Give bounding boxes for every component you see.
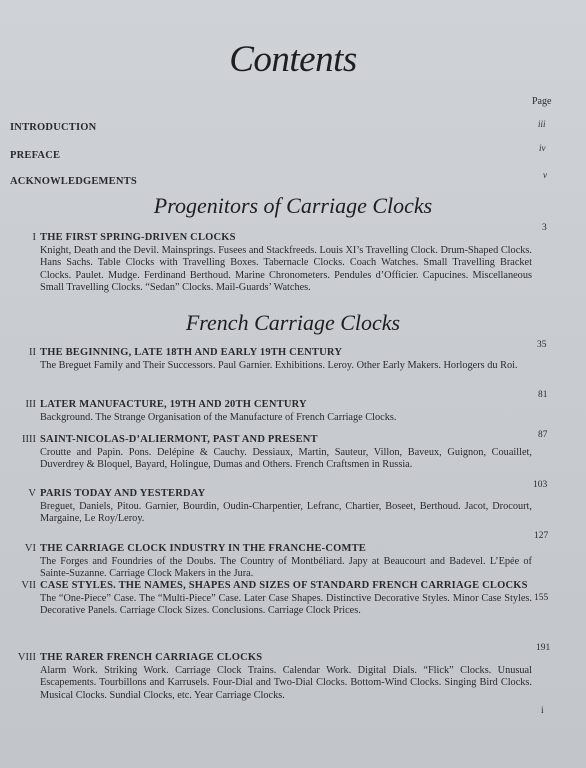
front-matter-page: iii (538, 119, 546, 129)
chapter-title: THE FIRST SPRING-DRIVEN CLOCKS (40, 232, 236, 243)
chapter-entry (4, 488, 532, 526)
chapter-title: THE CARRIAGE CLOCK INDUSTRY IN THE FRANCHE-COMTE (40, 543, 367, 554)
chapter-number: VI (24, 543, 36, 554)
chapter-number: V (28, 488, 36, 499)
chapter-description: The Breguet Family and Their Successors. Paul Garnier. Exhibitions. Leroy. Other Early Makers. Horlogers du Roi. (40, 359, 518, 371)
section-heading-progenitors: Progenitors of Carriage Clocks (153, 193, 433, 218)
chapter-number: VIII (17, 652, 36, 663)
chapter-title: LATER MANUFACTURE, 19TH AND 20TH CENTURY (40, 399, 307, 410)
front-matter-page: iv (539, 143, 546, 153)
chapter-number: I (32, 232, 36, 243)
chapter-number: IIII (22, 434, 36, 445)
chapter-title: THE RARER FRENCH CARRIAGE CLOCKS (40, 652, 263, 663)
chapter-page-number: 35 (537, 340, 547, 350)
front-matter-preface: PREFACE (10, 150, 61, 161)
page-title: Contents (229, 39, 357, 80)
chapter-number: III (25, 399, 36, 410)
chapter-page-number: 155 (534, 593, 549, 603)
chapter-page-number: 87 (538, 430, 548, 440)
chapter-entry (4, 652, 532, 702)
chapter-title: SAINT-NICOLAS-D’ALIERMONT, PAST AND PRESENT (40, 434, 318, 445)
chapter-description: Alarm Work. Striking Work. Carriage Clock Trains. Calendar Work. Digital Dials. “Flick” Clocks. Unusual Escapements. Tourbillons and Karrusels. Four-Dial and Two-Dial Clocks. Bottom-Wind Clocks. Singing Bird Clocks. Musical Clocks. Sundial Clocks, etc. Year Carriage Clocks. (40, 664, 532, 701)
chapter-description: The Forges and Foundries of the Doubs. The Country of Montbéliard. Japy at Beaucourt and Badevel. L’Epée of Sainte-Suzanne. Carriage Clock Makers in the Jura. (40, 555, 532, 580)
chapter-page-number: 127 (534, 531, 549, 541)
chapter-title: THE BEGINNING, LATE 18TH AND EARLY 19TH CENTURY (40, 347, 343, 358)
chapter-entry (4, 580, 532, 618)
chapter-entry (4, 434, 532, 472)
chapter-description: Croutte and Papin. Pons. Delépine & Cauchy. Dessiaux, Martin, Sauteur, Villon, Baveux, Guignon, Couaillet, Duverdrey & Bloquel, Bayard, Holingue, Dumas and Others. French Craftsmen in Russia. (40, 446, 532, 471)
chapter-number: II (29, 347, 36, 358)
chapter-page-number: 191 (536, 643, 551, 653)
chapter-entry (4, 232, 532, 295)
chapter-title: PARIS TODAY AND YESTERDAY (40, 488, 206, 499)
chapter-page-number: 103 (533, 480, 548, 490)
chapter-description: The “One-Piece” Case. The “Multi-Piece” Case. Later Case Shapes. Distinctive Decorative Styles. Minor Case Styles. Decorative Panels. Carriage Clock Sizes. Conclusions. Carriage Clock Prices. (40, 592, 532, 617)
chapter-title: CASE STYLES. THE NAMES, SHAPES AND SIZES OF STANDARD FRENCH CARRIAGE CLOCKS (40, 580, 528, 591)
chapter-entry (4, 347, 532, 372)
chapter-description: Knight, Death and the Devil. Mainsprings. Fusees and Stackfreeds. Louis XI’s Travelling Clock. Drum-Shaped Clocks. Hans Sachs. Table Clocks with Travelling Boxes. Tabernacle Clocks. Coach Watches. Small Travelling Bracket Clocks. Paulet. Mudge. Ferdinand Berthoud. Marine Chronometers. Pendules d’Officier. Capucines. Miscellaneous Small Travelling Clocks. “Sedan” Clocks. Mail-Guards’ Watches. (40, 244, 532, 294)
footer-page-number: i (541, 706, 544, 716)
chapter-description: Background. The Strange Organisation of the Manufacture of French Carriage Clocks. (40, 411, 397, 423)
chapter-entry (4, 399, 532, 424)
section-heading-french: French Carriage Clocks (185, 310, 401, 335)
chapter-page-number: 3 (542, 223, 547, 233)
chapter-number: VII (21, 580, 36, 591)
chapter-page-number: 81 (538, 390, 548, 400)
page-column-label: Page (532, 96, 552, 107)
front-matter-introduction: INTRODUCTION (10, 122, 97, 133)
front-matter-acknowledgements: ACKNOWLEDGEMENTS (10, 176, 137, 187)
chapter-entry (4, 543, 532, 581)
front-matter-page: v (543, 170, 547, 180)
chapter-description: Breguet, Daniels, Pitou. Garnier, Bourdin, Oudin-Charpentier, Lefranc, Chartier, Boseet, Berthoud. Jacot, Drocourt, Margaine, Le Roy/Leroy. (40, 500, 532, 525)
